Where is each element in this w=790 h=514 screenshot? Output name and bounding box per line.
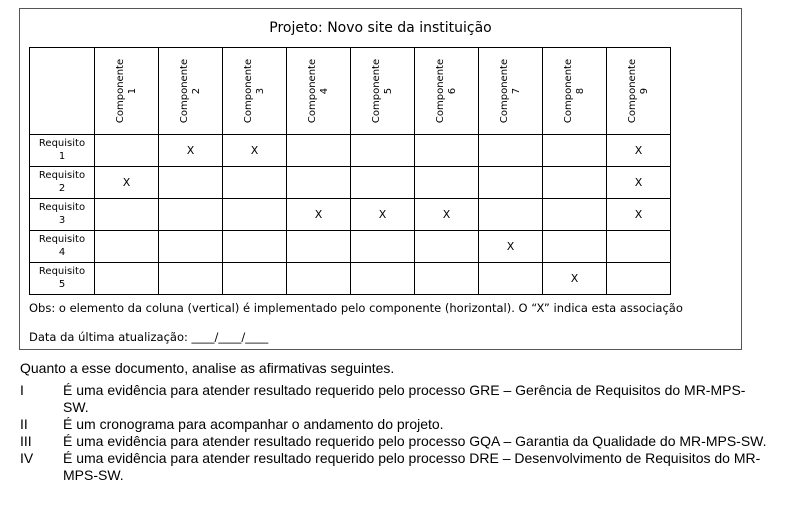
matrix-cell: X [223,135,287,167]
component-header-3: Componente 3 [223,48,287,135]
statement-item [20,450,770,484]
statement-number: I [20,382,24,398]
component-header-7: Componente 7 [479,48,543,135]
component-header-1: Componente 1 [95,48,159,135]
component-header-6: Componente 6 [415,48,479,135]
requirement-label: Requisito 1 [30,135,95,167]
statement-number: III [20,433,32,449]
observation-note: Obs: o elemento da coluna (vertical) é implementado pelo componente (horizontal). O “X” indica esta associação [29,301,683,315]
statement-text: É uma evidência para atender resultado requerido pelo processo DRE – Desenvolvimento de Requisitos do MR-MPS-SW. [63,450,761,483]
matrix-cell: X [543,263,607,295]
matrix-cell: X [607,135,671,167]
matrix-cell [223,199,287,231]
question-section [20,360,770,484]
matrix-cell [479,167,543,199]
matrix-cell [543,167,607,199]
matrix-cell [351,263,415,295]
matrix-cell: X [607,167,671,199]
requirement-label: Requisito 5 [30,263,95,295]
component-header-2: Componente 2 [159,48,223,135]
matrix-cell [351,135,415,167]
matrix-cell [287,263,351,295]
matrix-cell [415,263,479,295]
matrix-cell [159,263,223,295]
table-row [30,135,671,167]
matrix-cell [351,167,415,199]
statement-text: É uma evidência para atender resultado requerido pelo processo GRE – Gerência de Requisitos do MR-MPS-SW. [63,382,746,415]
matrix-cell [223,263,287,295]
table-row [30,263,671,295]
statement-text: É um cronograma para acompanhar o andamento do projeto. [63,416,444,432]
requirement-label: Requisito 3 [30,199,95,231]
matrix-cell: X [95,167,159,199]
matrix-cell: X [479,231,543,263]
matrix-cell [543,231,607,263]
last-update-date: Data da última atualização: ____/____/____ [29,330,269,344]
traceability-figure [19,8,742,350]
table-row [30,199,671,231]
matrix-cell [543,135,607,167]
statement-item [20,433,770,450]
statement-number: II [20,416,28,432]
statement-item [20,416,770,433]
matrix-cell [95,263,159,295]
matrix-cell [607,263,671,295]
corner-cell [30,48,95,135]
matrix-cell [287,231,351,263]
header-row [30,48,671,135]
matrix-cell [479,263,543,295]
traceability-matrix [29,47,671,295]
figure-title: Projeto: Novo site da instituição [269,20,492,36]
matrix-cell: X [415,199,479,231]
matrix-cell [95,135,159,167]
matrix-cell [223,231,287,263]
matrix-cell [159,199,223,231]
matrix-cell [95,231,159,263]
matrix-cell [543,199,607,231]
matrix-cell [287,135,351,167]
statement-item [20,382,770,416]
matrix-cell [479,135,543,167]
matrix-cell [607,231,671,263]
matrix-cell [415,167,479,199]
table-row [30,167,671,199]
statement-number: IV [20,450,34,466]
matrix-cell: X [287,199,351,231]
matrix-cell: X [159,135,223,167]
matrix-cell [159,167,223,199]
matrix-cell [159,231,223,263]
question-text: Quanto a esse documento, analise as afirmativas seguintes. [20,360,395,376]
matrix-cell: X [607,199,671,231]
matrix-cell [95,199,159,231]
component-header-9: Componente 9 [607,48,671,135]
requirement-label: Requisito 2 [30,167,95,199]
matrix-cell [351,231,415,263]
component-header-4: Componente 4 [287,48,351,135]
component-header-5: Componente 5 [351,48,415,135]
matrix-cell [415,135,479,167]
component-header-8: Componente 8 [543,48,607,135]
requirement-label: Requisito 4 [30,231,95,263]
matrix-cell [287,167,351,199]
matrix-cell [479,199,543,231]
table-row [30,231,671,263]
matrix-cell: X [351,199,415,231]
matrix-cell [415,231,479,263]
matrix-cell [223,167,287,199]
statement-text: É uma evidência para atender resultado requerido pelo processo GQA – Garantia da Qualidade do MR-MPS-SW. [63,433,767,449]
